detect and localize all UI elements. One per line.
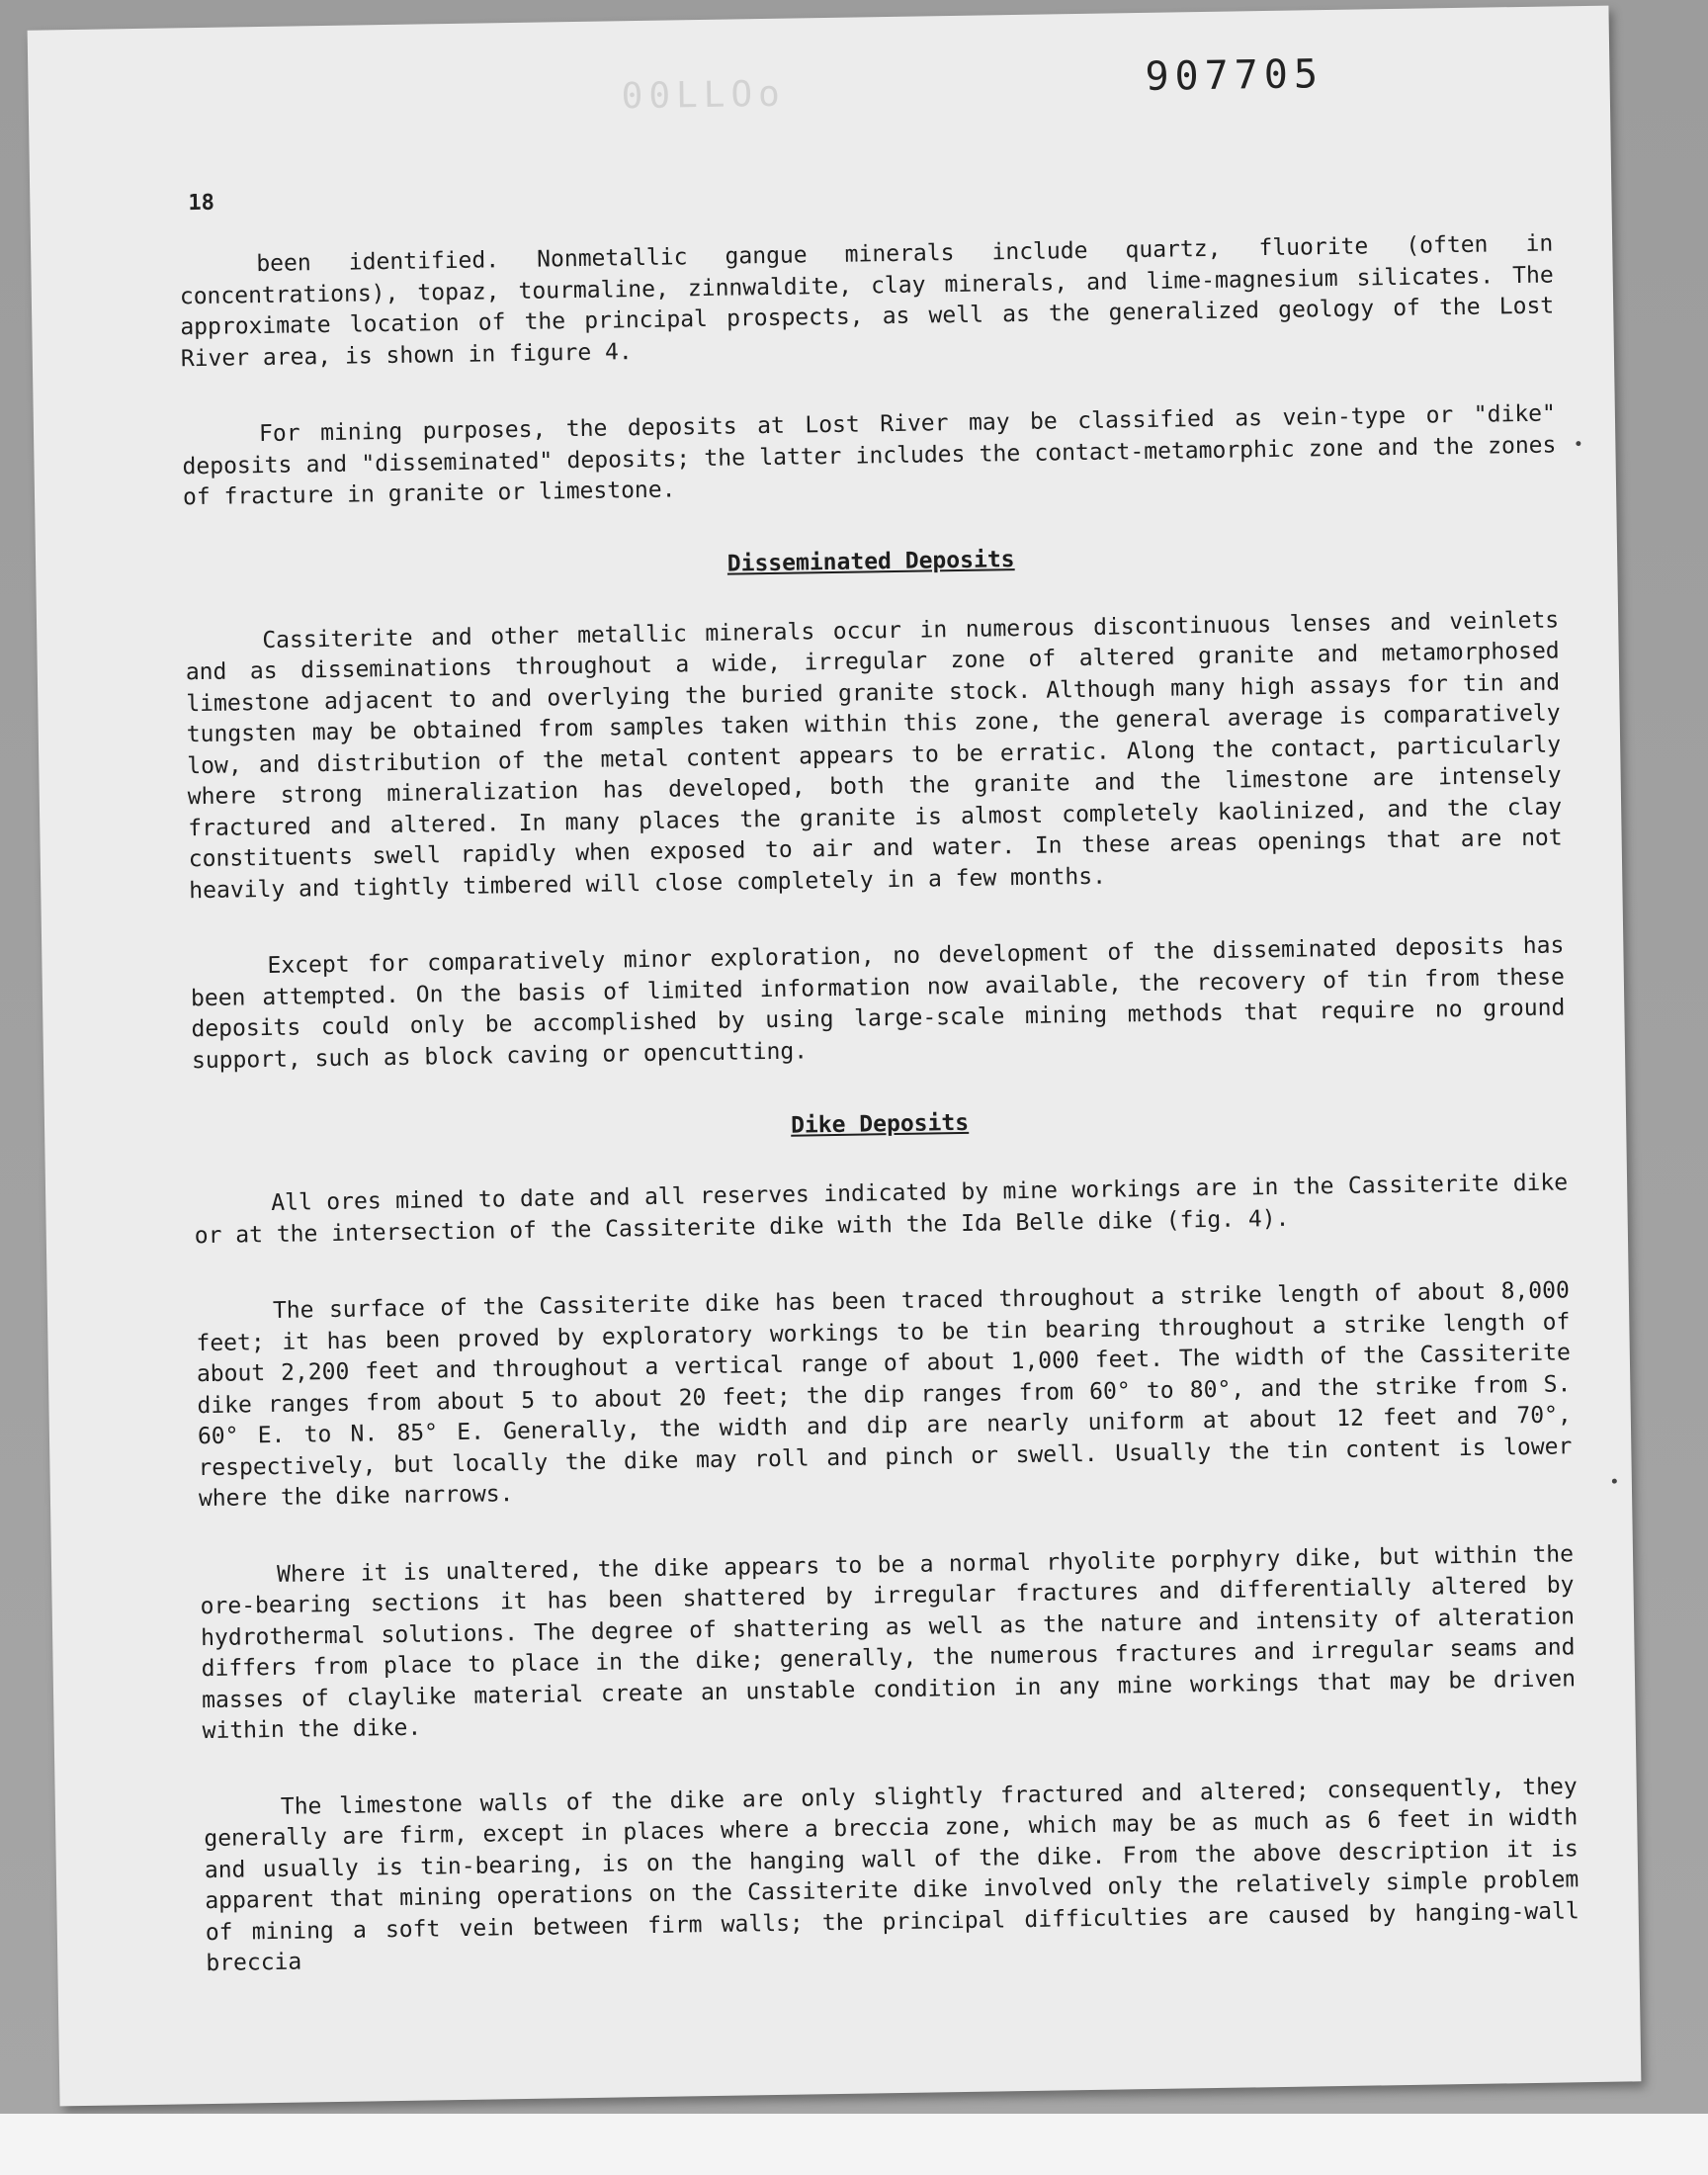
paragraph: Cassiterite and other metallic minerals occur in numerous discontinuous lenses and veinlets and as disseminations throughout a wide, irregular zone of altered granite and metamorphosed limestone adjacent to and overlying the buried granite stock. Although many high assays for tin and tungsten may be obtained from samples taken within this zone, the general average is comparatively low, and distribution of the metal content appears to be erratic. Along the contact, particularly where strong mineralization has developed, both the granite and the limestone are intensely fractured and altered. In many places the granite is almost completely kaolinized, and the clay constituents swell rapidly when exposed to air and water. In these areas openings that are not heavily and tightly timbered will close completely in a few months.	[185, 606, 1577, 904]
margin-speck	[1612, 1479, 1617, 1484]
page-body	[179, 228, 1593, 2025]
section-heading-dike: Dike Deposits	[790, 1109, 970, 1139]
page-number: 18	[188, 190, 215, 217]
document-number: 907705	[1145, 51, 1324, 100]
bleed-through-number: 00LLOo	[621, 73, 787, 118]
paragraph: For mining purposes, the deposits at Lost River may be classified as vein-type or "dike" deposits and "disseminated" deposits; the latter includes the contact-metamorphic zone and the zones of fracture in granite or limestone.	[182, 400, 1571, 511]
paragraph: Where it is unaltered, the dike appears to be a normal rhyolite porphyry dike, but within the ore-bearing sections it has been shattered by irregular fractures and differentially altered by hydrothermal solutions. The degree of shattering as well as the nature and intensity of alteration differs from place to place in the dike; generally, the numerous fractures and irregular seams and masses of claylike material create an unstable condition in any mine workings that may be driven within the dike.	[200, 1540, 1590, 1745]
paragraph: been identified. Nonmetallic gangue minerals include quartz, fluorite (often in concentrations), topaz, tourmaline, zinnwaldite, clay minerals, and lime-magnesium silicates. The approximate location of the principal prospects, as well as the generalized geology of the Lost River area, is shown in figure 4.	[179, 230, 1569, 372]
document-page	[28, 6, 1642, 2107]
margin-speck	[1576, 441, 1580, 446]
paragraph: The surface of the Cassiterite dike has been traced throughout a strike length of about 8,000 feet; it has been proved by exploratory workings to be tin bearing throughout a strike length of about 2,200 feet and throughout a vertical range of about 1,000 feet. The width of the Cassiterite dike ranges from about 5 to about 20 feet; the dip ranges from 60° to 80°, and the strike from S. 60° E. to N. 85° E. Generally, the width and dip are nearly uniform at about 12 feet and 70°, respectively, but locally the dike may roll and pinch or swell. Usually the tin content is lower where the dike narrows.	[196, 1277, 1586, 1513]
paragraph: Except for comparatively minor exploration, no development of the disseminated deposits has been attempted. On the basis of limited information now available, the recovery of tin from these deposits could only be accomplished by using large-scale mining methods that require no ground support, such as block caving or opencutting.	[190, 932, 1580, 1074]
paragraph: All ores mined to date and all reserves indicated by mine workings are in the Cassiterite dike or at the intersection of the Cassiterite dike with the Ida Belle dike (fig. 4).	[194, 1170, 1582, 1249]
section-heading-disseminated: Disseminated Deposits	[726, 546, 1015, 577]
paragraph: The limestone walls of the dike are only slightly fractured and altered; consequently, they generally are firm, except in places where a breccia zone, which may be as much as 6 feet in width and usually is tin-bearing, is on the hanging wall of the dike. From the above description it is apparent that mining operations on the Cassiterite dike involved only the relatively simple problem of mining a soft vein between firm walls; the principal difficulties are caused by hanging-wall breccia	[204, 1773, 1593, 1977]
scanner-bed-edge	[0, 2114, 1708, 2175]
